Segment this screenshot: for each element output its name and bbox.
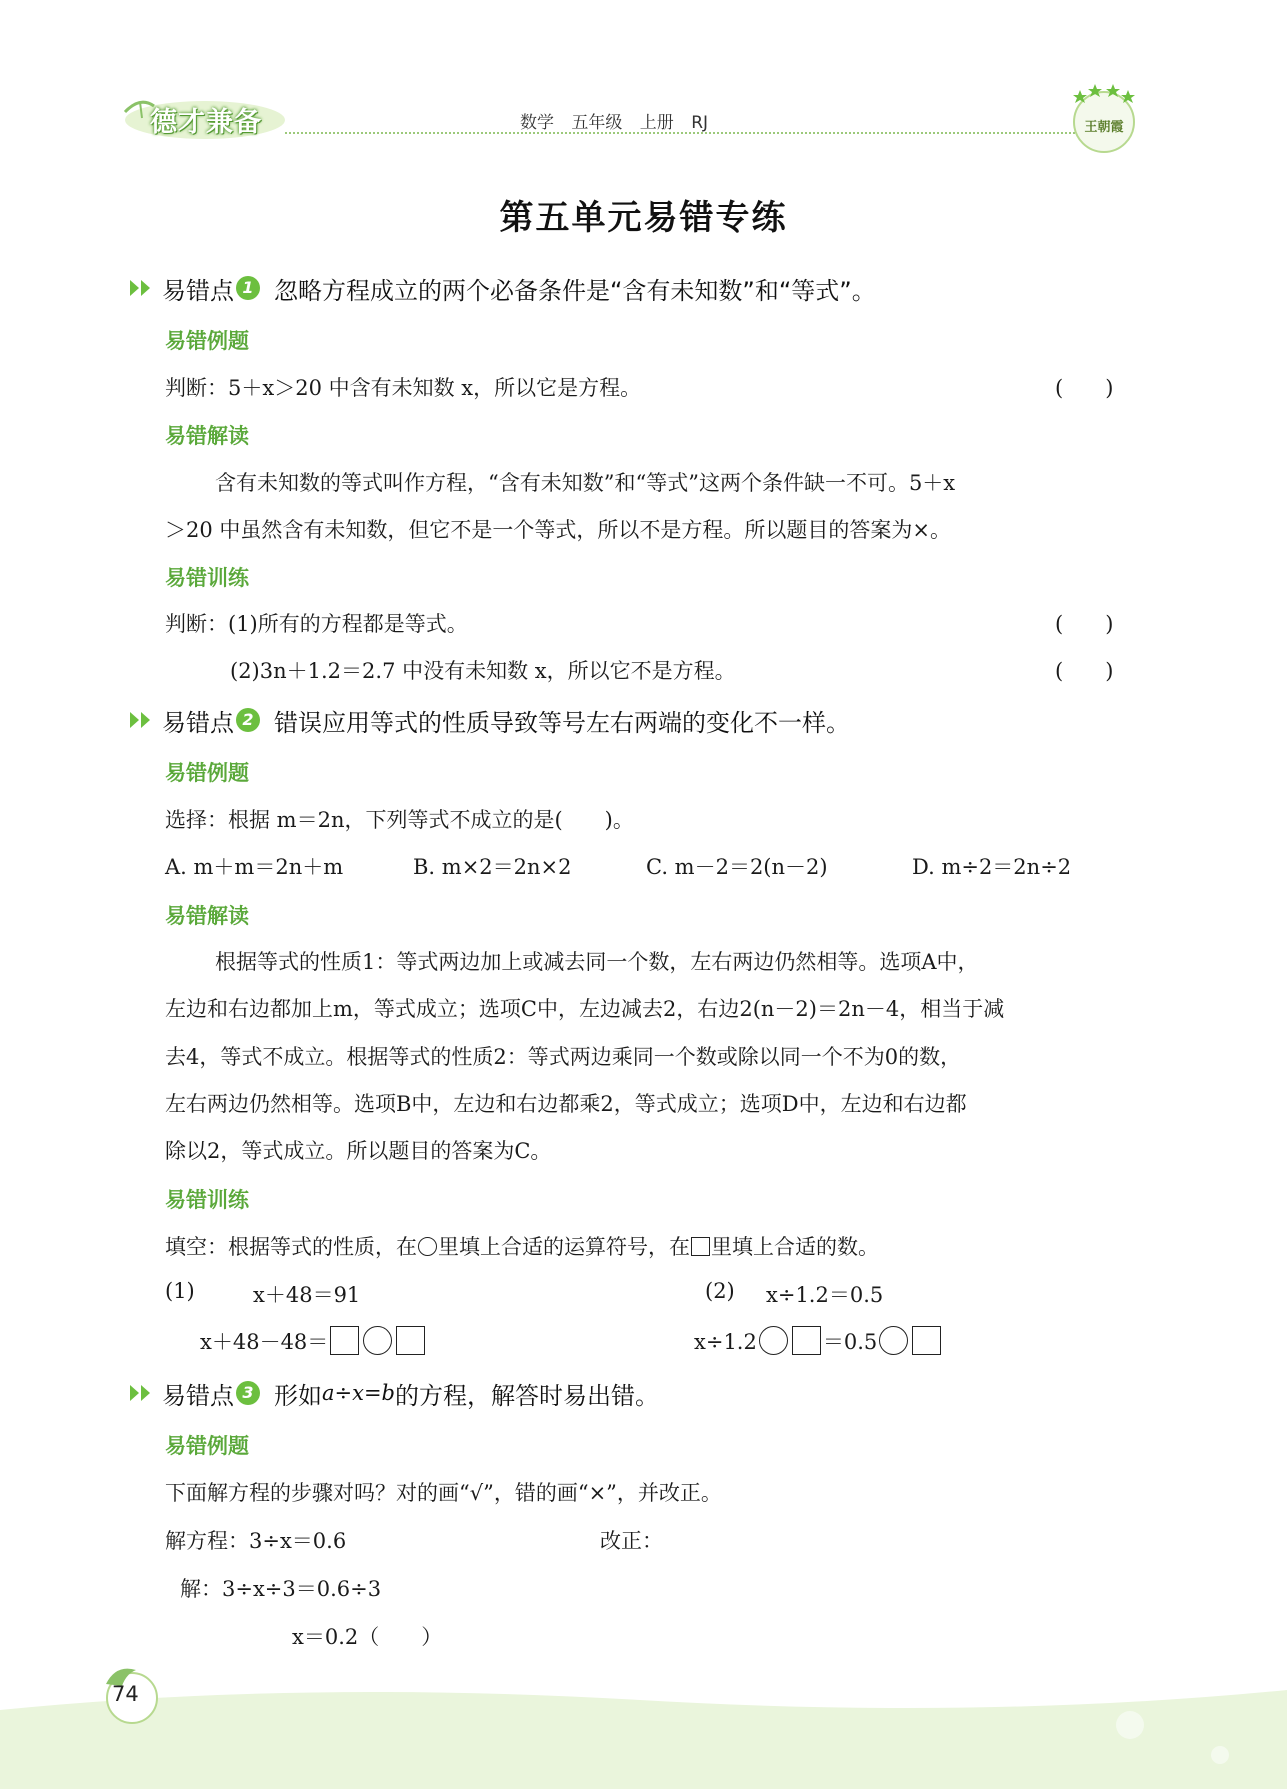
error-point-text-before: 形如 bbox=[274, 1381, 322, 1410]
fill-q2-step-text-b: ＝0.5 bbox=[822, 1330, 878, 1354]
train-question-1: 判断：(1)所有的方程都是等式。 bbox=[165, 612, 468, 636]
fill-q1-step bbox=[200, 1326, 427, 1356]
subheading-explain: 易错解读 bbox=[165, 424, 249, 448]
explain-line: 左边和右边都加上m，等式成立；选项C中，左边减去2，右边2(n－2)＝2n－4，相当于减 bbox=[165, 997, 1005, 1021]
explain-line: 左右两边仍然相等。选项B中，左边和右边都乘2，等式成立；选项D中，左边和右边都 bbox=[165, 1092, 967, 1116]
answer-paren: ( ) bbox=[1055, 659, 1114, 683]
correction-label: 改正： bbox=[600, 1529, 663, 1553]
subheading-example: 易错例题 bbox=[165, 761, 249, 785]
subheading-example: 易错例题 bbox=[165, 329, 249, 353]
train-question-2: (2)3n＋1.2＝2.7 中没有未知数 x，所以它不是方程。 bbox=[230, 659, 736, 683]
double-arrow-icon bbox=[128, 277, 154, 299]
page-number: 74 bbox=[112, 1682, 139, 1706]
error-point-number: 1 bbox=[236, 276, 260, 300]
answer-box[interactable] bbox=[396, 1326, 425, 1355]
option-a: A. m＋m＝2n＋m bbox=[165, 855, 344, 879]
answer-circle[interactable] bbox=[879, 1326, 908, 1355]
error-point-label: 易错点 bbox=[162, 276, 234, 305]
solve-equation: 解方程：3÷x＝0.6 bbox=[165, 1529, 347, 1553]
solution-step-2: x＝0.2（ ） bbox=[292, 1625, 443, 1649]
error-point-formula: a÷x=b bbox=[322, 1381, 395, 1405]
fill-q1-step-text: x＋48－48＝ bbox=[200, 1330, 329, 1354]
header-subject: 数学 五年级 上册 RJ bbox=[520, 113, 709, 133]
answer-box[interactable] bbox=[792, 1326, 821, 1355]
option-d: D. m÷2＝2n÷2 bbox=[912, 855, 1072, 879]
answer-circle[interactable] bbox=[363, 1326, 392, 1355]
error-point-text: 忽略方程成立的两个必备条件是“含有未知数”和“等式”。 bbox=[274, 276, 876, 305]
explain-line: 除以2，等式成立。所以题目的答案为C。 bbox=[165, 1139, 552, 1163]
solution-step-1: 解：3÷x÷3＝0.6÷3 bbox=[180, 1577, 382, 1601]
example-question: 判断：5＋x＞20 中含有未知数 x，所以它是方程。 bbox=[165, 376, 642, 400]
fill-q2-step-text-a: x÷1.2 bbox=[694, 1330, 757, 1354]
train-instruction-b: 里填上合适的运算符号，在 bbox=[438, 1235, 690, 1259]
circle-symbol bbox=[418, 1237, 437, 1256]
fill-q2-label: (2) bbox=[705, 1279, 735, 1303]
answer-box[interactable] bbox=[330, 1326, 359, 1355]
double-arrow-icon bbox=[128, 1382, 154, 1404]
answer-paren: ( ) bbox=[1055, 612, 1114, 636]
example-question: 下面解方程的步骤对吗？对的画“√”，错的画“×”，并改正。 bbox=[165, 1481, 722, 1505]
example-question: 选择：根据 m＝2n，下列等式不成立的是( )。 bbox=[165, 808, 634, 832]
train-instruction-a: 填空：根据等式的性质，在 bbox=[165, 1235, 417, 1259]
error-point-2 bbox=[128, 702, 850, 738]
explain-line: 根据等式的性质1：等式两边加上或减去同一个数，左右两边仍然相等。选项A中， bbox=[215, 950, 979, 974]
answer-paren: ( ) bbox=[1055, 376, 1114, 400]
footer-decoration bbox=[0, 1680, 1287, 1789]
subheading-example: 易错例题 bbox=[165, 1434, 249, 1458]
answer-box[interactable] bbox=[912, 1326, 941, 1355]
fill-q2-step bbox=[694, 1326, 943, 1356]
explain-line: ＞20 中虽然含有未知数，但它不是一个等式，所以不是方程。所以题目的答案为×。 bbox=[165, 518, 951, 542]
subheading-explain: 易错解读 bbox=[165, 904, 249, 928]
option-b: B. m×2＝2n×2 bbox=[413, 855, 572, 879]
box-symbol bbox=[691, 1237, 710, 1256]
error-point-number: 3 bbox=[236, 1381, 260, 1405]
option-c: C. m－2＝2(n－2) bbox=[646, 855, 828, 879]
error-point-3 bbox=[128, 1375, 659, 1411]
seal-text: 王朝霞 bbox=[1084, 120, 1124, 135]
error-point-text-after: 的方程，解答时易出错。 bbox=[395, 1381, 659, 1410]
explain-line: 去4，等式不成立。根据等式的性质2：等式两边乘同一个数或除以同一个不为0的数， bbox=[165, 1045, 962, 1069]
fill-q1-label: (1) bbox=[165, 1279, 195, 1303]
train-instruction-c: 里填上合适的数。 bbox=[711, 1235, 879, 1259]
fill-q1-equation: x＋48＝91 bbox=[253, 1283, 361, 1307]
error-point-label: 易错点 bbox=[162, 1381, 234, 1410]
error-point-number: 2 bbox=[236, 708, 260, 732]
double-arrow-icon bbox=[128, 709, 154, 731]
error-point-label: 易错点 bbox=[162, 708, 234, 737]
train-instruction bbox=[165, 1231, 879, 1261]
subheading-train: 易错训练 bbox=[165, 566, 249, 590]
fill-q2-equation: x÷1.2＝0.5 bbox=[766, 1283, 884, 1307]
explain-line: 含有未知数的等式叫作方程，“含有未知数”和“等式”这两个条件缺一不可。5＋x bbox=[215, 471, 956, 495]
brand-logo-text: 德才兼备 bbox=[150, 107, 262, 138]
answer-circle[interactable] bbox=[759, 1326, 788, 1355]
page-title: 第五单元易错专练 bbox=[499, 198, 788, 238]
subheading-train: 易错训练 bbox=[165, 1188, 249, 1212]
error-point-1 bbox=[128, 270, 876, 306]
error-point-text: 错误应用等式的性质导致等号左右两端的变化不一样。 bbox=[274, 708, 850, 737]
